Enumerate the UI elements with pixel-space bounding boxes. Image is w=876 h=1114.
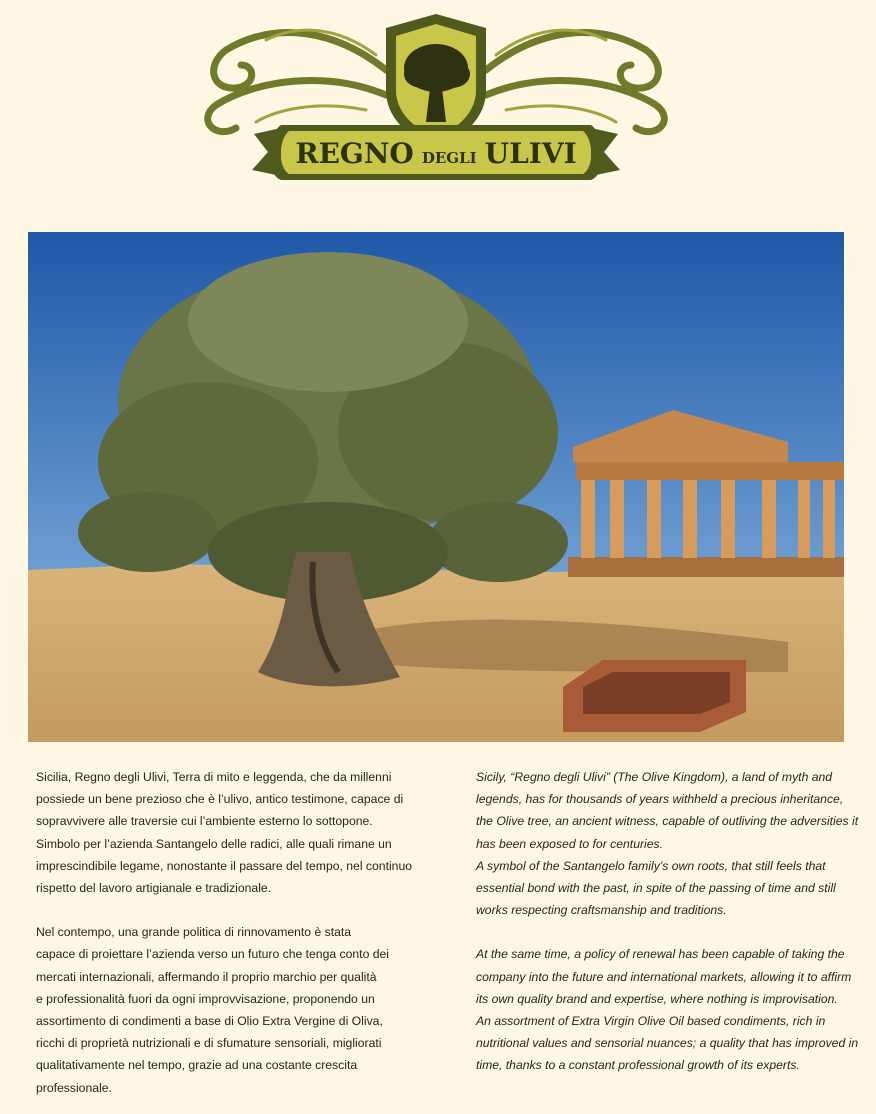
english-text-column	[476, 766, 861, 1077]
english-paragraph-2: At the same time, a policy of renewal has been capable of taking the company into the future and international markets, allowing it to affirm its own quality brand and expertise, where nothing is improvisation. An assortment of Extra Virgin Olive Oil based condiments, rich in nutritional values and sensorial nuances; a quality that has improved in time, thanks to a constant professional growth of its experts.	[476, 947, 859, 1073]
hero-photo	[28, 232, 844, 742]
italian-paragraph-2: Nel contempo, una grande politica di rinnovamento è stata capace di proiettare l’azienda verso un futuro che tenga conto dei mercati internazionali, affermando il proprio marchio per qualità e professionalità fuori da ogni improvvisazione, proponendo un assortimento di condimenti a base di Olio Extra Vergine di Oliva, ricchi di proprietà nutrizionali e di sfumature sensoriali, migliorati qualitativamente nel tempo, grazie ad una costante crescita professionale.	[36, 925, 389, 1095]
logo-word-degli: DEGLI	[421, 149, 477, 167]
logo-wordmark	[281, 127, 591, 179]
logo-word-ulivi: ULIVI	[484, 136, 577, 170]
brick-basin	[563, 660, 746, 732]
english-paragraph-1: Sicily, “Regno degli Ulivi” (The Olive Kingdom), a land of myth and legends, has for thousands of years withheld a precious inheritance, the Olive tree, an ancient witness, capable of outliving the adversities it has been exposed to for centuries. A symbol of the Santangelo family’s own roots, that still feels that essential bond with the past, in spite of the passing of time and still works respecting craftsmanship and traditions.	[476, 770, 859, 918]
italian-paragraph-1: Sicilia, Regno degli Ulivi, Terra di mito e leggenda, che da millenni possiede un bene prezioso che è l’ulivo, antico testimone, capace di sopravvivere alle traversie cui l’ambiente esterno lo sottopone. Simbolo per l’azienda Santangelo delle radici, alle quali rimane un imprescindibile legame, nonostante il passare del tempo, nel continuo rispetto del lavoro artigianale e tradizionale.	[36, 770, 413, 896]
olive-tree-temple-illustration	[28, 232, 844, 742]
brand-logo	[186, 10, 686, 200]
italian-text-column	[36, 766, 436, 1099]
logo-word-regno: REGNO	[295, 136, 414, 170]
